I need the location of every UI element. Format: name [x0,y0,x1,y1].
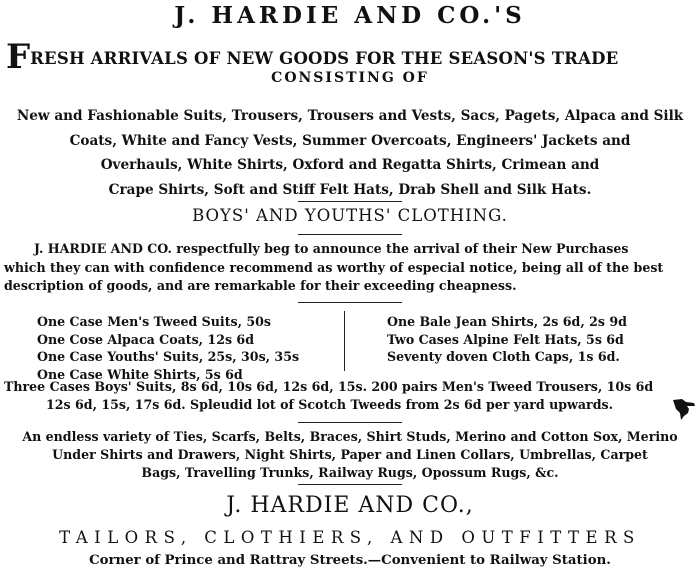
divider [298,201,402,202]
variety-line: Under Shirts and Drawers, Night Shirts, Paper and Linen Collars, Umbrellas, Carpet [52,447,648,462]
pointing-hand-icon [672,395,696,421]
goods-line: Crape Shirts, Soft and Stiff Felt Hats, Drab Shell and Silk Hats. [108,181,592,198]
firm-name: J. HARDIE AND CO., [226,493,474,518]
subheading [6,37,696,77]
announcement-line: J. HARDIE AND CO. respectfully beg to announce the arrival of their New Purchases [34,241,629,256]
divider [298,302,402,303]
goods-line: New and Fashionable Suits, Trousers, Trousers and Vests, Sacs, Pagets, Alpaca and Silk [16,108,684,124]
list-item: One Bale Jean Shirts, 2s 6d, 2s 9d [387,314,627,329]
list-item: One Case Men's Tweed Suits, 50s [37,314,272,329]
divider [298,422,402,423]
announcement-line: description of goods, and are remarkable for their exceeding cheapness. [4,278,517,293]
divider [298,484,402,485]
ad-title: J. HARDIE AND CO.'S [174,2,526,29]
trades-line: TAILORS, CLOTHIERS, AND OUTFITTERS [59,528,641,547]
list-item: One Case White Shirts, 5s 6d [37,366,243,382]
items-left-column [37,313,299,383]
consisting-of: CONSISTING OF [271,70,429,86]
list-item: Two Cases Alpine Felt Hats, 5s 6d [387,331,624,347]
list-item: One Case Youths' Suits, 25s, 30s, 35s [37,349,300,364]
variety-paragraph [4,428,696,482]
goods-line: Coats, White and Fancy Vests, Summer Overcoats, Engineers' Jackets and [69,132,631,149]
subheading-text: RESH ARRIVALS OF NEW GOODS FOR THE SEASON'S TRADE [30,49,619,68]
goods-paragraph [6,104,694,202]
goods-line: Overhauls, White Shirts, Oxford and Regatta Shirts, Crimean and [100,157,600,174]
variety-line: Bags, Travelling Trunks, Railway Rugs, Opossum Rugs, &c. [141,465,559,480]
divider [298,234,402,235]
address-line: Corner of Prince and Rattray Streets.—Convenient to Railway Station. [89,553,611,568]
list-item: Seventy doven Cloth Caps, 1s 6d. [387,349,620,364]
items-right-column [387,313,627,366]
announcement-paragraph [4,240,696,296]
column-divider [344,311,345,371]
boys-suits-line: Three Cases Boys' Suits, 8s 6d, 10s 6d, 12s 6d, 15s. 200 pairs Men's Tweed Trousers, 10s 6d [4,379,654,394]
tweeds-line: 12s 6d, 15s, 17s 6d. Spleudid lot of Scotch Tweeds from 2s 6d per yard upwards. [46,397,613,412]
variety-line: An endless variety of Ties, Scarfs, Belts, Braces, Shirt Studs, Merino and Cotton Sox, Merino [22,429,678,444]
section-heading: BOYS' AND YOUTHS' CLOTHING. [192,206,508,225]
announcement-line: which they can with confidence recommend as worthy of especial notice, being all of the best [4,259,664,275]
list-item: One Cose Alpaca Coats, 12s 6d [37,331,254,347]
subheading-dropcap: F [6,37,31,77]
